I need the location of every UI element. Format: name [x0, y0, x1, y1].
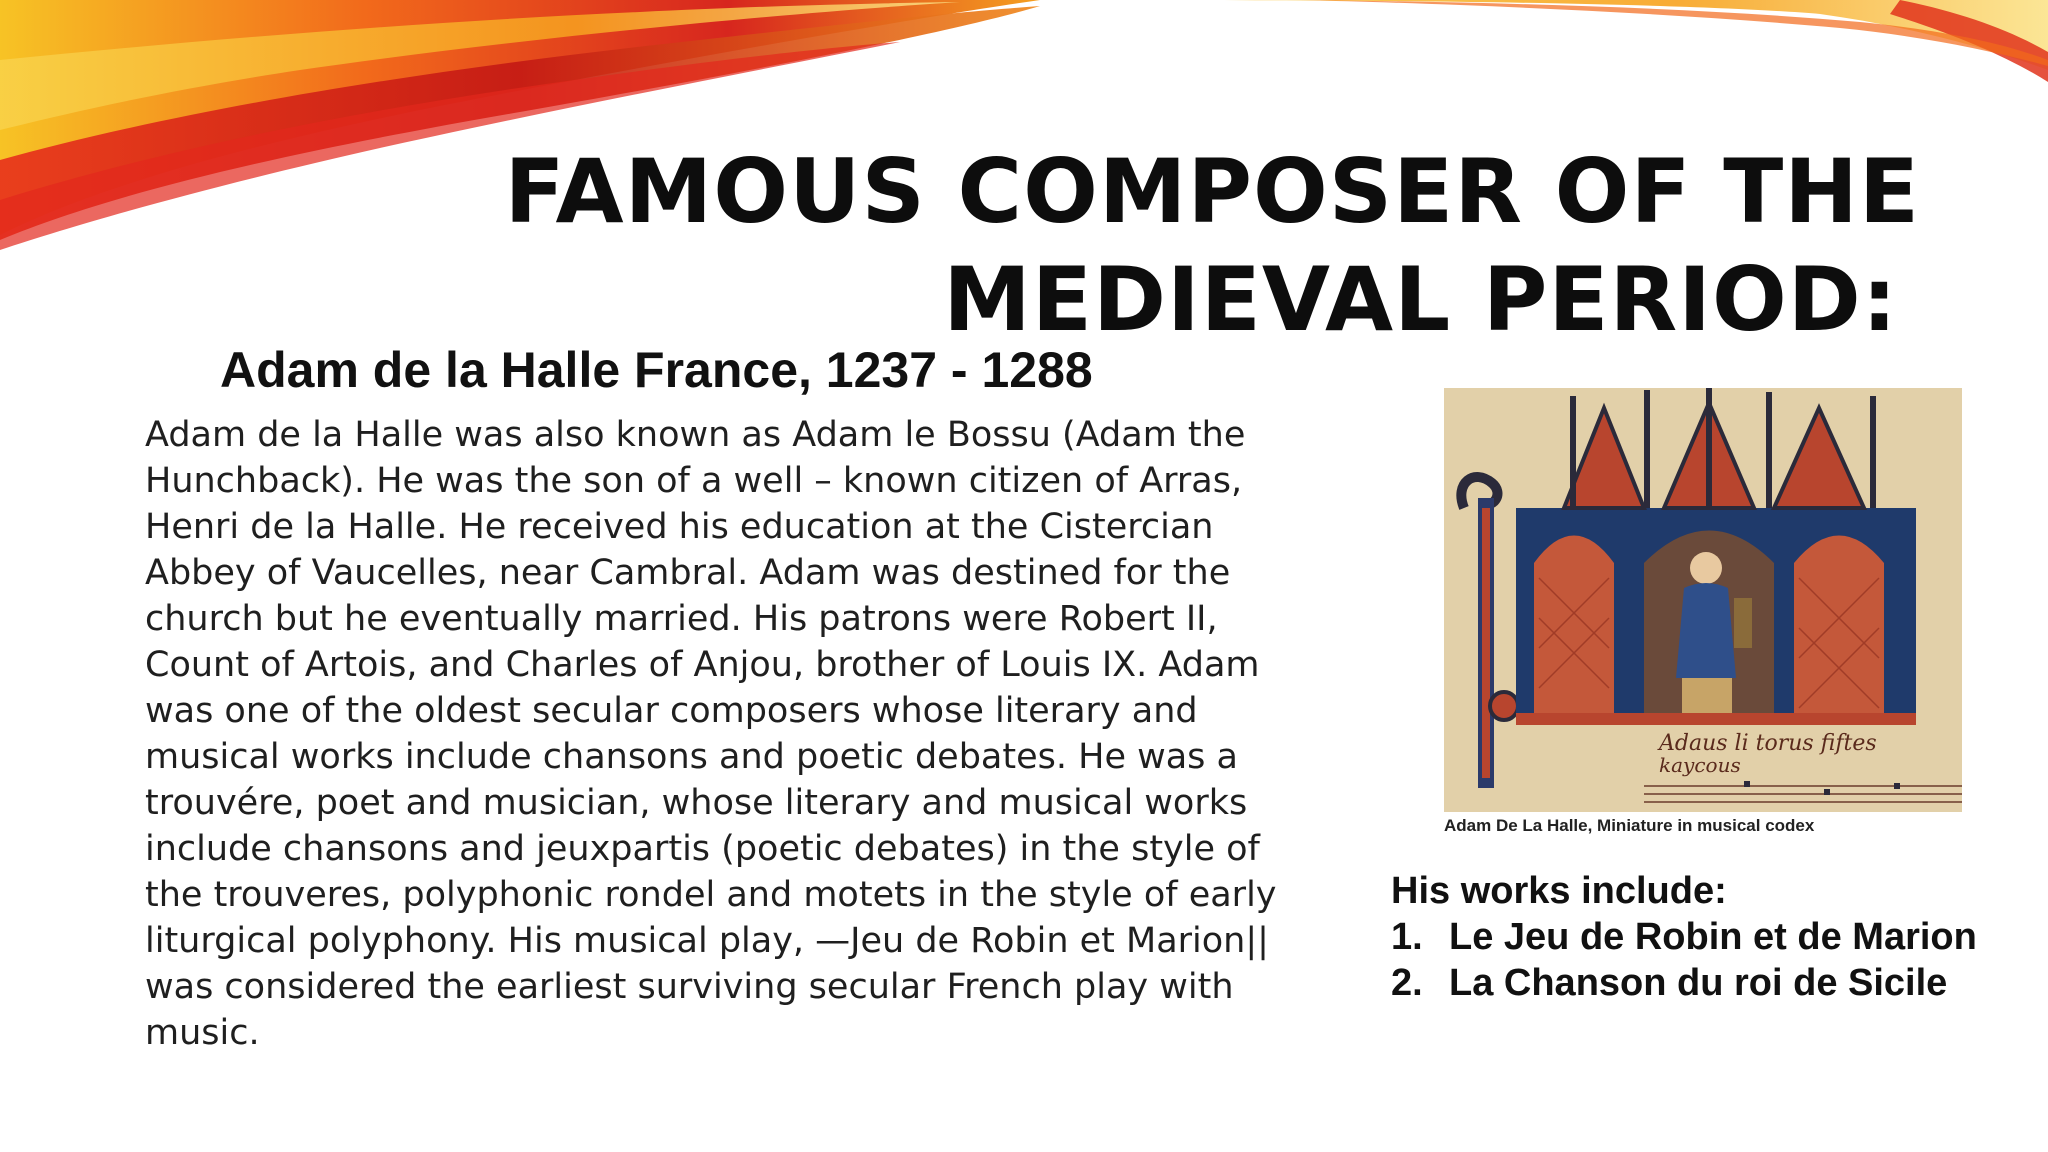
works-heading: His works include: [1391, 870, 1727, 912]
bio-line: Adam de la Halle was also known as Adam le Bossu (Adam the [145, 415, 1246, 455]
manuscript-miniature-image [1444, 388, 1962, 812]
bio-line: Abbey of Vaucelles, near Cambral. Adam was destined for the [145, 553, 1231, 593]
image-caption: Adam De La Halle, Miniature in musical codex [1444, 816, 1815, 835]
title-line-2: MEDIEVAL PERIOD: [943, 248, 1898, 351]
bio-line: was considered the earliest surviving secular French play with [145, 967, 1234, 1007]
inscription-line-1: Adaus li torus fiftes [1659, 731, 1877, 756]
inscription-line-2: kaycous [1659, 753, 1741, 777]
bio-line: church but he eventually married. His patrons were Robert II, [145, 599, 1218, 639]
bio-line: Hunchback). He was the son of a well – known citizen of Arras, [145, 461, 1243, 501]
bio-line: music. [145, 1013, 260, 1053]
slide-title [420, 138, 1920, 354]
biography-paragraph [145, 412, 1365, 1056]
bio-line: include chansons and jeuxpartis (poetic debates) in the style of [145, 829, 1260, 869]
title-line-1: FAMOUS COMPOSER OF THE [504, 140, 1920, 243]
bio-line: Henri de la Halle. He received his education at the Cistercian [145, 507, 1214, 547]
composer-subtitle: Adam de la Halle France, 1237 - 1288 [220, 342, 1093, 398]
bio-line: musical works include chansons and poetic debates. He was a [145, 737, 1238, 777]
list-item [1391, 960, 2009, 1006]
list-item-number: 2. [1391, 962, 1423, 1004]
list-item-text: Le Jeu de Robin et de Marion [1449, 916, 1977, 958]
bio-line: the trouveres, polyphonic rondel and motets in the style of early [145, 875, 1277, 915]
list-item-text: La Chanson du roi de Sicile [1449, 962, 1948, 1004]
bio-line: Count of Artois, and Charles of Anjou, brother of Louis IX. Adam [145, 645, 1260, 685]
list-item-number: 1. [1391, 916, 1423, 958]
bio-line: was one of the oldest secular composers whose literary and [145, 691, 1198, 731]
bio-line: liturgical polyphony. His musical play, —Jeu de Robin et Marion|| [145, 921, 1269, 961]
works-list [1391, 914, 2009, 1006]
list-item [1391, 914, 2009, 960]
bio-line: trouvére, poet and musician, whose literary and musical works [145, 783, 1248, 823]
